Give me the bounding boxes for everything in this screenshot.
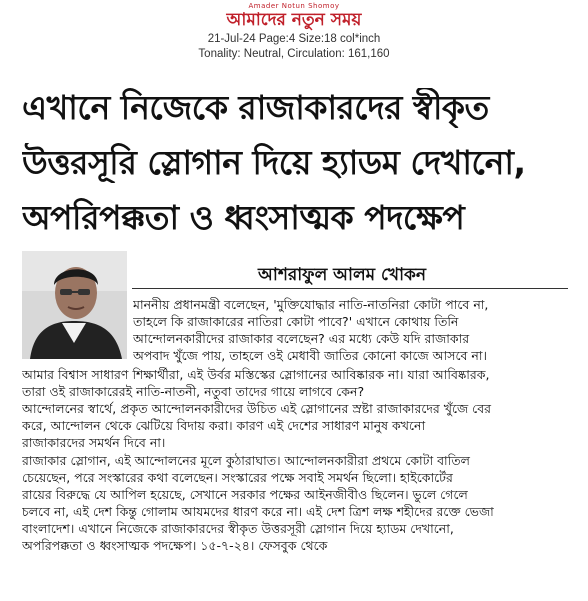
body-line: বাংলাদেশ। এখানে নিজেকে রাজাকারদের স্বীকৃত উত্তরসূরী স্লোগান দিয়ে হ্যাডম দেখানো, xyxy=(22,521,454,536)
clip-info-date-page: 21-Jul-24 Page:4 Size:18 col*inch xyxy=(207,33,381,45)
body-line: আমার বিশ্বাস সাধারণ শিক্ষার্থীরা, এই উর্বর মস্তিস্কের স্লোগানের আবিষ্কারক না। যারা আবিষ্কারক, xyxy=(22,367,490,382)
body-line: অপবাদ খুঁজে পায়, তাহলে ওই মেধাবী জাতির কোনো কাজে আসবে না। xyxy=(133,348,487,363)
byline-divider xyxy=(132,288,568,289)
body-line: মাননীয় প্রধানমন্ত্রী বলেছেন, 'মুক্তিযোদ্ধার নাতি-নাতনিরা কোটা পাবে না, xyxy=(133,297,489,312)
headline-line-3: অপরিপক্কতা ও ধ্বংসাত্মক পদক্ষেপ xyxy=(22,198,465,237)
clip-info-tonality: Tonality: Neutral, Circulation: 161,160 xyxy=(198,48,390,60)
body-line: চলবে না, এই দেশ কিন্তু গোলাম আযমদের ধারণ করে না। এই দেশ ত্রিশ লক্ষ শহীদের রক্তে ভেজা xyxy=(22,504,494,519)
body-line: অপরিপক্কতা ও ধ্বংসাত্মক পদক্ষেপ। ১৫-৭-২৪। ফেসবুক থেকে xyxy=(22,538,328,553)
body-line: রাজাকারদের সমর্থন দিবে না। xyxy=(22,435,166,450)
body-line: চেয়েছেন, পরে সংস্কারের কথা বলেছেন। সংস্কারের পক্ষে সবাই সমর্থন ছিলো। হাইকোর্টের xyxy=(22,470,453,485)
body-line: রাজাকার স্লোগান, এই আন্দোলনের মূলে কুঠারাঘাত। আন্দোলনকারীরা প্রথমে কোটা বাতিল xyxy=(22,453,470,468)
headline-line-2: উত্তরসূরি স্লোগান দিয়ে হ্যাডম দেখানো, xyxy=(22,143,526,182)
logo-text: আমাদের নতুন সময় xyxy=(226,10,362,30)
headline-line-1: এখানে নিজেকে রাজাকারদের স্বীকৃত xyxy=(22,88,489,127)
newspaper-logo xyxy=(227,10,362,30)
body-line: আন্দোলনের স্বার্থে, প্রকৃত আন্দোলনকারীদের উচিত এই স্লোগানের স্রষ্টা রাজাকারদের খুঁজে বের xyxy=(22,401,492,416)
author-photo xyxy=(22,251,127,359)
author-byline: আশরাফুল আলম খোকন xyxy=(258,265,427,285)
masthead-small-text: Amader Notun Shomoy xyxy=(248,2,340,10)
body-line: তারা ওই রাজাকারেরই নাতি-নাতনী, নতুবা তাদের গায়ে লাগবে কেন? xyxy=(22,384,365,399)
body-line: তাহলে কি রাজাকারের নাতিরা কোটা পাবে?' এখানে কোথায় তিনি xyxy=(133,314,459,329)
body-line: আন্দোলনকারীদের রাজাকার বলেছেন? এর মধ্যে কেউ যদি রাজাকার xyxy=(133,331,470,346)
author-portrait-icon xyxy=(22,251,127,359)
newspaper-masthead xyxy=(0,2,588,30)
body-line: করে, আন্দোলন থেকে ঝেটিয়ে বিদায় করা। কারণ এই দেশের সাধারণ মানুষ কখনো xyxy=(22,418,426,433)
body-line: রায়ের বিরুদ্ধে যে আপিল হয়েছে, সেখানে সরকার পক্ষের আইনজীবীও ছিলেন। ভুলে গেলে xyxy=(22,487,468,502)
